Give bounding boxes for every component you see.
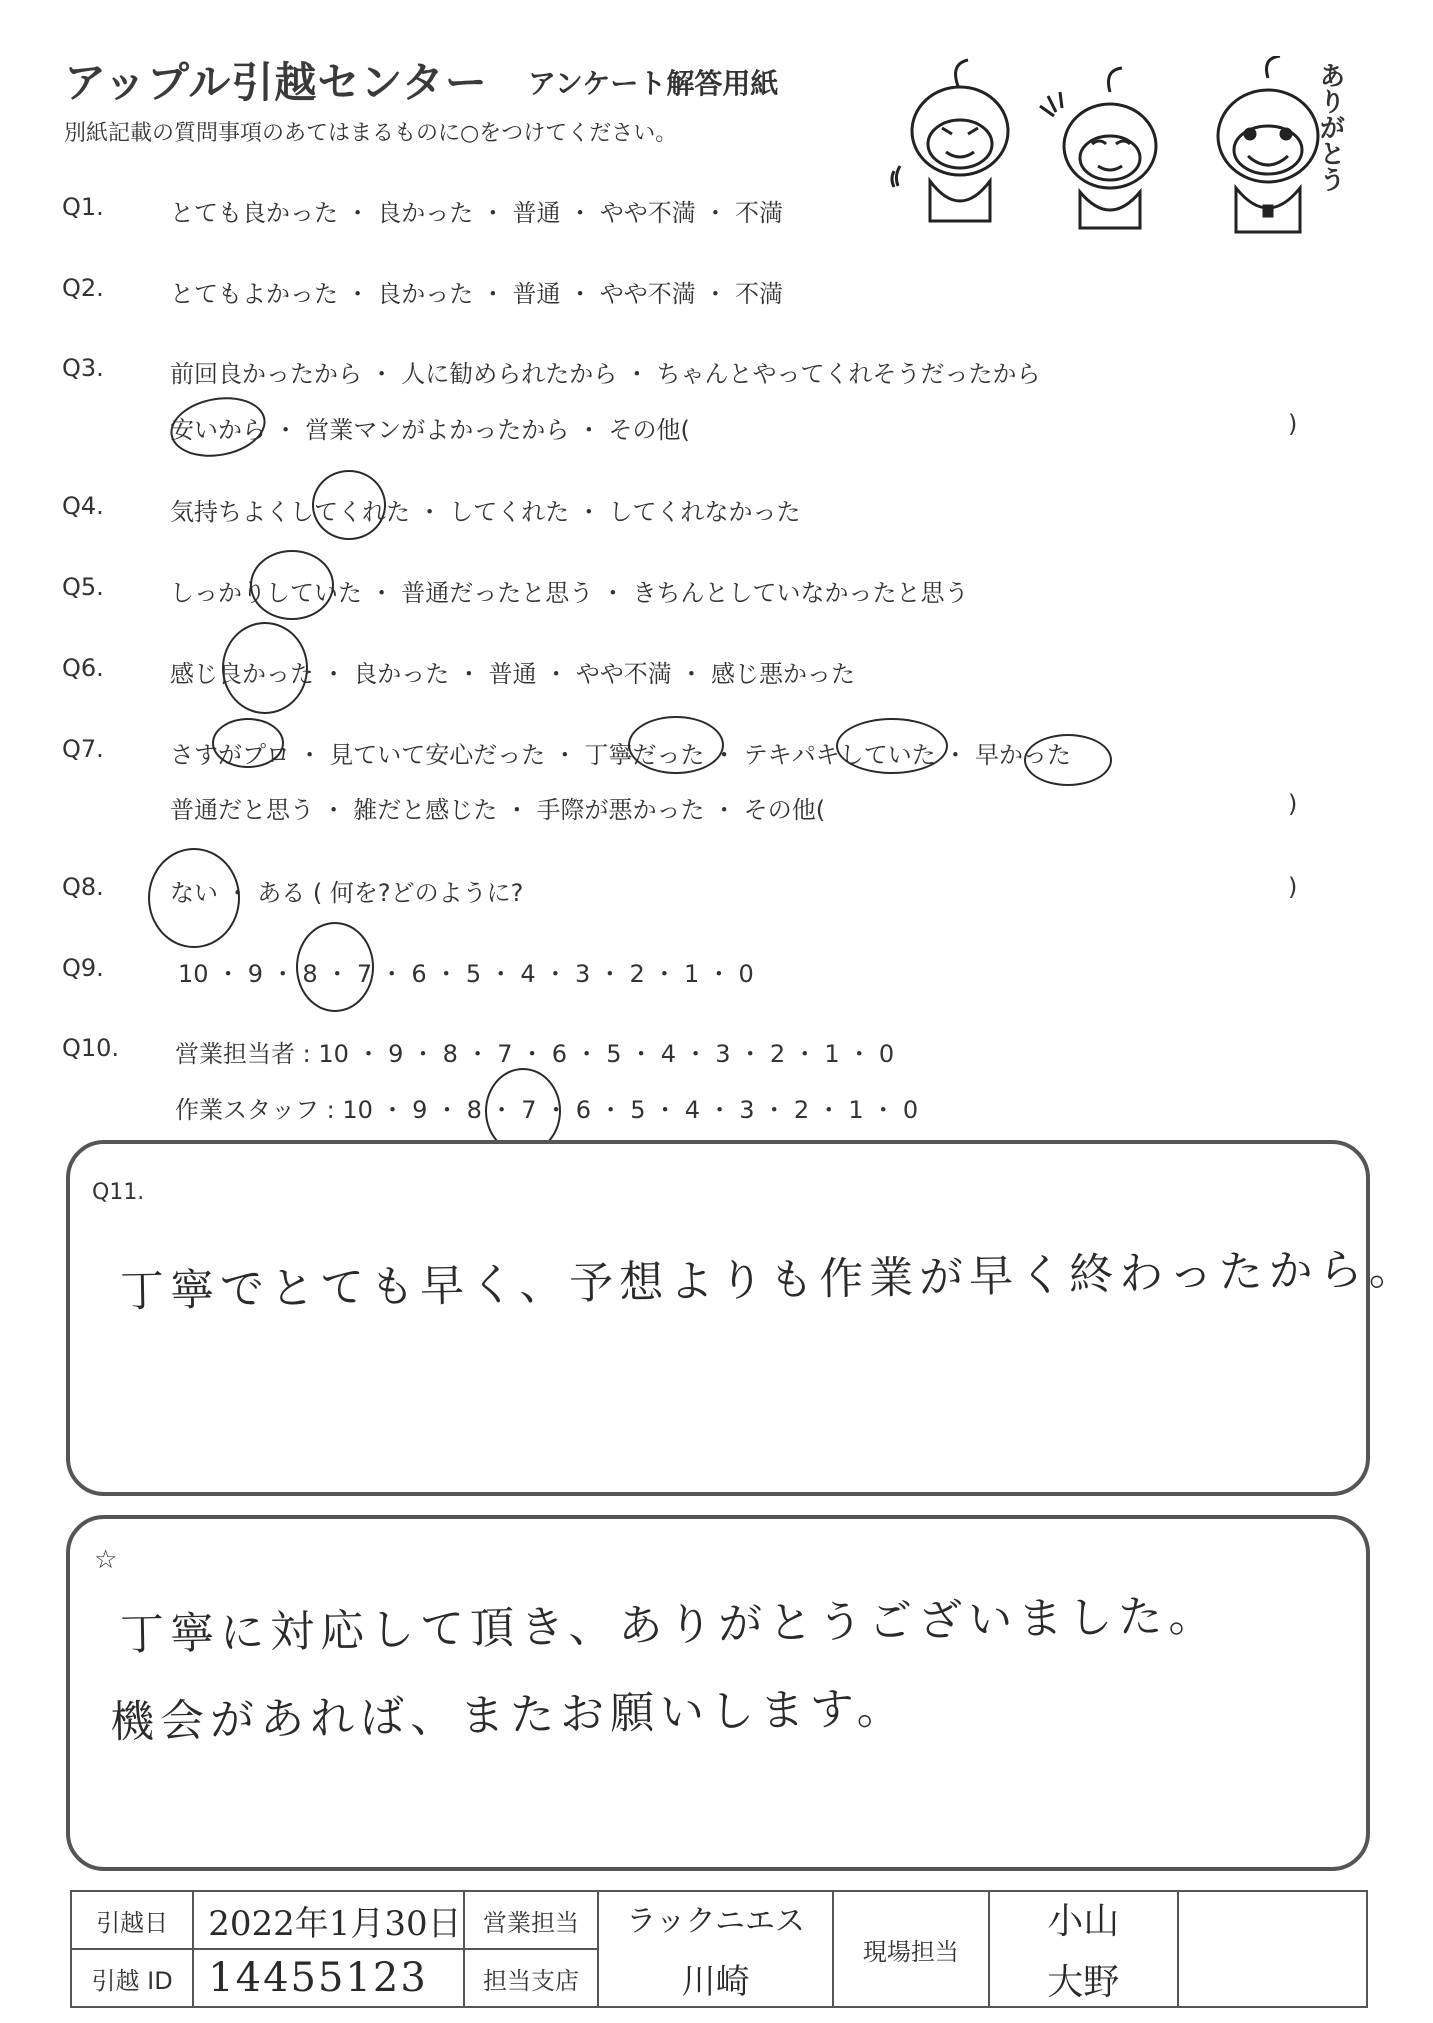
q5-options: しっかりしていた ・ 普通だったと思う ・ きちんとしていなかったと思う: [170, 579, 969, 607]
q3-options-line2: 安いから ・ 営業マンがよかったから ・ その他(: [170, 416, 690, 444]
answer-circle-q8: [148, 848, 240, 948]
move-date-value: 2022年1月30日: [193, 1891, 463, 1949]
q3-paren-close: ): [1288, 410, 1298, 438]
mascot-caption: ありがとう: [1315, 62, 1345, 192]
sales-branch-cell: [598, 1891, 832, 2007]
q8-label: Q8.: [62, 873, 104, 901]
info-table: [70, 1890, 1368, 2008]
q4-label: Q4.: [62, 492, 104, 520]
q10-sales-scale: 営業担当者 : 10 ・ 9 ・ 8 ・ 7 ・ 6 ・ 5 ・ 4 ・ 3 ・ 2 ・ 1 ・ 0: [175, 1040, 895, 1068]
site-staff-name-1: 小山: [1047, 1901, 1120, 1942]
blank-cell: [1178, 1891, 1367, 2007]
q7-label: Q7.: [62, 735, 104, 763]
q11-label: Q11.: [92, 1180, 145, 1205]
answer-circle-q5: [250, 550, 334, 620]
q2-options: とてもよかった ・ 良かった ・ 普通 ・ やや不満 ・ 不満: [170, 280, 784, 308]
sales-rep-name: ラックニエス: [626, 1903, 806, 1939]
monkey-mascots-icon: [880, 56, 1350, 236]
q7-options-line2: 普通だと思う ・ 雑だと感じた ・ 手際が悪かった ・ その他(: [170, 796, 826, 824]
q8-paren-close: ): [1288, 873, 1298, 901]
q7-paren-close: ): [1288, 790, 1298, 818]
branch-name: 川崎: [681, 1961, 750, 2002]
answer-circle-q7-pro: [212, 718, 284, 768]
q10-staff-scale: 作業スタッフ : 10 ・ 9 ・ 8 ・ 7 ・ 6 ・ 5 ・ 4 ・ 3 ・ 2 ・ 1 ・ 0: [175, 1096, 919, 1124]
answer-circle-q3: [166, 390, 271, 464]
q11-handwritten-answer: 丁寧でとても早く、予想よりも作業が早く終わったから。: [119, 1243, 1420, 1318]
answer-circle-q4: [312, 470, 386, 540]
q4-options: 気持ちよくしてくれた ・ してくれた ・ してくれなかった: [170, 498, 801, 526]
q7-options-line1: さすがプロ ・ 見ていて安心だった ・ 丁寧だった ・ テキパキしていた ・ 早かった: [170, 741, 1072, 769]
free-comment-box: [66, 1515, 1370, 1871]
move-date-label: 引越日: [71, 1891, 193, 1949]
instruction-text: 別紙記載の質問事項のあてはまるものに○をつけてください。: [64, 121, 678, 146]
answer-circle-q7-fast: [1024, 734, 1112, 786]
answer-circle-q9: [296, 922, 374, 1012]
q1-label: Q1.: [62, 193, 104, 221]
q2-label: Q2.: [62, 274, 104, 302]
answer-circle-q7-brisk: [836, 718, 948, 774]
q6-options: 感じ良かった ・ 良かった ・ 普通 ・ やや不満 ・ 感じ悪かった: [170, 660, 856, 688]
free-comment-line1: 丁寧に対応して頂き、ありがとうございました。: [119, 1590, 1219, 1661]
star-label: ☆: [94, 1545, 118, 1575]
site-staff-names: [989, 1891, 1178, 2007]
q3-label: Q3.: [62, 354, 104, 382]
q10-label: Q10.: [62, 1034, 120, 1062]
q1-options: とても良かった ・ 良かった ・ 普通 ・ やや不満 ・ 不満: [170, 199, 784, 227]
move-id-value: 14455123: [193, 1949, 463, 2007]
site-staff-name-2: 大野: [1047, 1962, 1120, 2003]
mascot-illustration: [880, 56, 1350, 236]
q8-options: ない ・ ある ( 何を?どのように?: [170, 879, 524, 907]
q6-label: Q6.: [62, 654, 104, 682]
free-comment-line2: 機会があれば、またお願いします。: [109, 1683, 907, 1748]
q3-options-line1: 前回良かったから ・ 人に勧められたから ・ ちゃんとやってくれそうだったから: [170, 360, 1041, 388]
q9-label: Q9.: [62, 954, 104, 982]
site-staff-label: 現場担当: [833, 1891, 989, 2007]
move-id-label: 引越 ID: [71, 1949, 193, 2007]
q11-comment-box: [66, 1140, 1420, 1496]
sales-rep-label: 営業担当: [464, 1891, 599, 1949]
q5-label: Q5.: [62, 573, 104, 601]
answer-circle-q6: [222, 622, 308, 714]
answer-circle-q7-polite: [628, 716, 724, 774]
form-subtitle: アンケート解答用紙: [528, 67, 779, 100]
branch-label: 担当支店: [464, 1949, 599, 2007]
brand-title: アップル引越センター: [64, 58, 488, 107]
q9-scale: 10 ・ 9 ・ 8 ・ 7 ・ 6 ・ 5 ・ 4 ・ 3 ・ 2 ・ 1 ・ 0: [178, 960, 754, 988]
